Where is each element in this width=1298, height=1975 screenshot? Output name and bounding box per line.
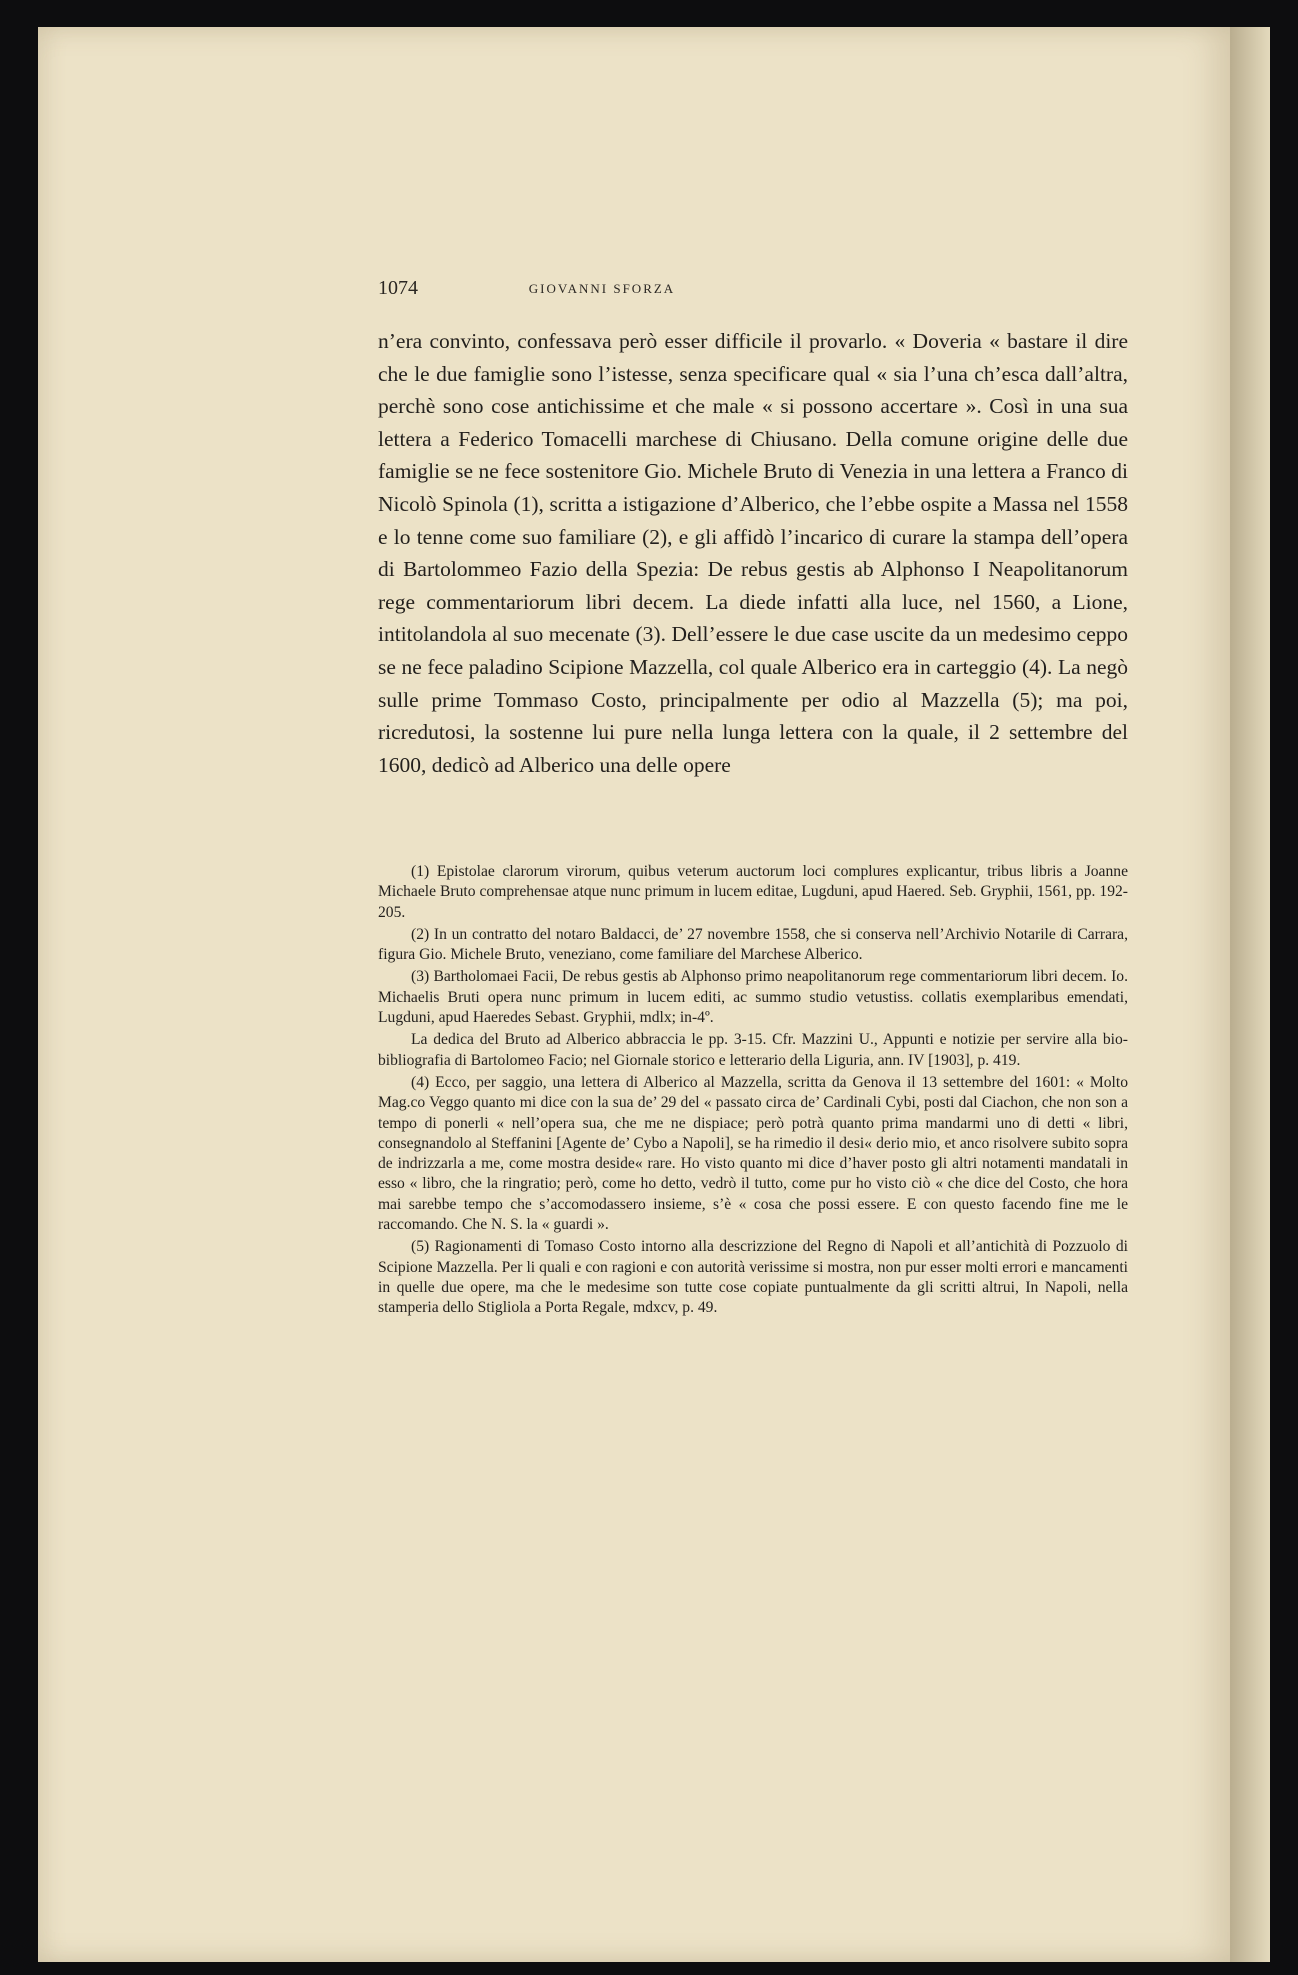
footnote-1: (1) Epistolae clarorum virorum, quibus veterum auctorum loci complures explicantur, tribus libris a Joanne Michaele Bruto comprehensae atque nunc primum in lucem editae, Lugduni, apud Haered. Seb. Gryphii, 1561, pp. 192-205.: [378, 863, 1128, 921]
main-text: [378, 325, 1128, 781]
body-paragraph: n’era convinto, confessava però esser difficile il provarlo. « Doveria « bastare il dire che le due famiglie sono l’istesse, senza specificare qual « sia l’una ch’esca dall’altra, perchè sono cose antichissime et che male « si possono accertare ». Così in una sua lettera a Federico Tomacelli marchese di Chiusano. Della comune origine delle due famiglie se ne fece sostenitore Gio. Michele Bruto di Venezia in una lettera a Franco di Nicolò Spinola (1), scritta a istigazione d’Alberico, che l’ebbe ospite a Massa nel 1558 e lo tenne come suo familiare (2), e gli affidò l’incarico di curare la stampa dell’opera di Bartolommeo Fazio della Spezia: De rebus gestis ab Alphonso I Neapolitanorum rege commentariorum libri decem. La diede infatti alla luce, nel 1560, a Lione, intitolandola al suo mecenate (3). Dell’essere le due case uscite da un medesimo ceppo se ne fece paladino Scipione Mazzella, col quale Alberico era in carteggio (4). La negò sulle prime Tommaso Costo, principalmente per odio al Mazzella (5); ma poi, ricredutosi, la sostenne lui pure nella lunga lettera con la quale, il 2 settembre del 1600, dedicò ad Alberico una delle opere: [378, 329, 1128, 777]
scan-border: [1230, 0, 1298, 27]
footnote-4: (4) Ecco, per saggio, una lettera di Alberico al Mazzella, scritta da Genova il 13 settembre del 1601: « Molto Mag.co Veggo quanto mi dice con la sua de’ 29 del « passato circa de’ Cardinali Cybi, posti dal Ciachon, che non son a tempo di ponerli « nell’opera sua, che me ne dispiace; però potrà quanto prima mandarmi uno di detti « libri, consegnandolo al Steffanini [Agente de’ Cybo a Napoli], se ha rimedio il desi« derio mio, et anco risolvere subito sopra de indrizzarla a me, come mostra deside« rare. Ho visto quanto mi dice d’haver posto gli altri notamenti mandatali in esso « libro, che la ringratio; però, come ho detto, vedrò il tutto, come pur ho visto ciò « che dice del Costo, che hora mai sarebbe tempo che s’accomodassero insieme, s’è « cosa che possi essere. E con questo facendo fine me le raccomando. Che N. S. la « guardi ».: [378, 1073, 1128, 1234]
running-title: GIOVANNI SFORZA: [528, 281, 676, 296]
footnote-5: (5) Ragionamenti di Tomaso Costo intorno alla descrizzione del Regno di Napoli et all’antichità di Pozzuolo di Scipione Mazzella. Per li quali e con ragioni e con autorità verissime si mostra, non pur esser molti errori e mancamenti in quelle due opere, ma che le medesime son tutte cose copiate puntualmente da gli scritti altrui, In Napoli, nella stamperia dello Stigliola a Porta Regale, mdxcv, p. 49.: [378, 1238, 1128, 1317]
page-header: [378, 277, 826, 307]
adjacent-page-edge: [1230, 27, 1270, 1962]
page-number: 1074: [378, 277, 418, 299]
footnotes: [378, 862, 1128, 1321]
footnote-2: (2) In un contratto del notaro Baldacci, de’ 27 novembre 1558, che si conserva nell’Archivio Notarile di Carrara, figura Gio. Michele Bruto, veneziano, come familiare del Marchese Alberico.: [378, 925, 1128, 964]
footnote-3-continued: La dedica del Bruto ad Alberico abbraccia le pp. 3-15. Cfr. Mazzini U., Appunti e notizie per servire alla bio-bibliografia di Bartolomeo Facio; nel Giornale storico e letterario della Liguria, ann. IV [1903], p. 419.: [378, 1031, 1128, 1069]
footnote-3: (3) Bartholomaei Facii, De rebus gestis ab Alphonso primo neapolitanorum rege commentariorum libri decem. Io. Michaelis Bruti opera nunc primum in lucem editi, ac summo studio vetustiss. collatis exemplaribus emendati, Lugduni, apud Haeredes Sebast. Gryphii, mdlx; in-4º.: [378, 968, 1128, 1027]
